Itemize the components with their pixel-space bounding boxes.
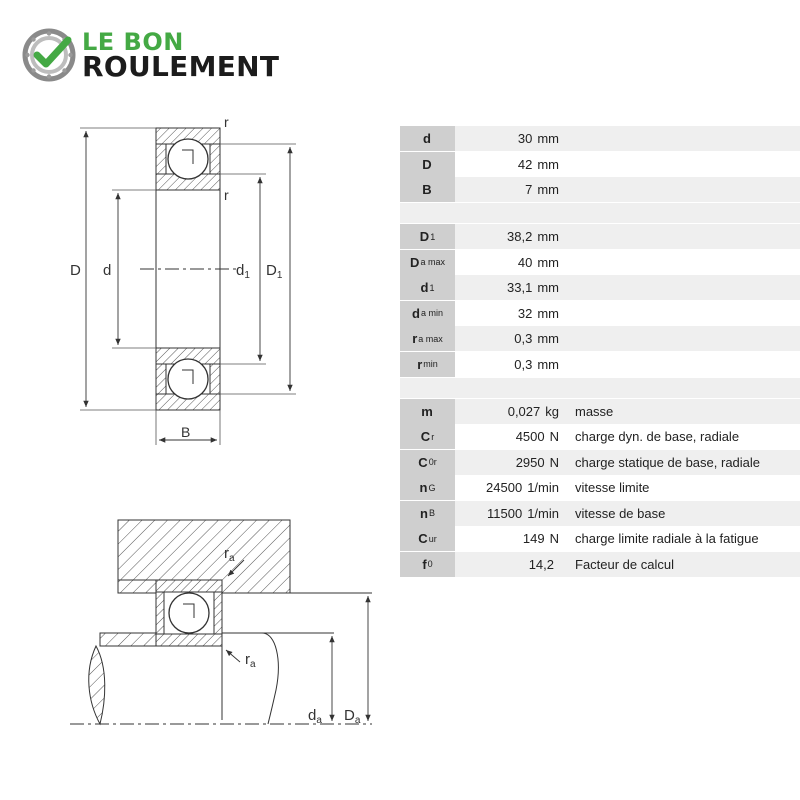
spec-value: 11500 [487,505,523,521]
spec-value-cell [455,301,565,326]
spec-symbol [400,224,455,249]
label-ra-bottom: $r_a$ [245,651,256,670]
spec-symbol [400,275,455,300]
spec-unit: 1/min [527,480,559,495]
group-separator [400,378,800,398]
label-Da: $D_a$ [344,707,361,726]
spec-symbol-sub: 0 [427,559,433,569]
spec-value-cell [455,326,565,351]
spec-row [400,152,800,177]
spec-unit: mm [537,305,559,321]
spec-symbol-main: n [420,505,428,521]
spec-symbol-sub: 1 [429,282,435,293]
spec-row [400,475,800,500]
spec-value: 40 [517,254,533,270]
group-separator [400,203,800,223]
spec-symbol-main: d [412,305,420,321]
label-d: d [103,262,112,279]
spec-symbol-sub: B [428,508,435,518]
spec-value: 38,2 [507,229,533,244]
spec-description [565,275,800,300]
spec-symbol [400,126,455,151]
spec-unit: mm [537,280,559,295]
spec-value-cell [455,552,565,577]
spec-value: 0,3 [514,356,533,372]
spec-symbol-main: C [418,531,428,546]
spec-symbol [400,450,455,475]
spec-symbol [400,526,455,551]
mounting-diagram [70,520,372,724]
spec-description: charge statique de base, radiale [565,450,800,475]
spec-symbol [400,152,455,177]
spec-unit: mm [537,331,559,346]
spec-row [400,224,800,249]
spec-symbol-sub: 0r [428,457,437,467]
spec-value-cell [455,352,565,377]
spec-value-cell [455,424,565,449]
spec-row [400,424,800,449]
spec-value: 24500 [486,480,523,495]
bearing-cross-section [140,128,236,410]
label-D: D [70,262,81,279]
spec-symbol [400,475,455,500]
spec-row [400,177,800,202]
spec-value-cell [455,275,565,300]
spec-symbol [400,424,455,449]
spec-symbol [400,352,455,377]
spec-description: charge limite radiale à la fatigue [565,526,800,551]
spec-symbol-sub: ur [428,533,437,544]
label-r-mid: r [224,187,229,203]
spec-unit: N [549,429,559,444]
spec-description [565,326,800,351]
spec-symbol-main: f [422,556,427,572]
spec-symbol-main: m [421,403,433,419]
spec-value-cell [455,526,565,551]
spec-symbol [400,326,455,351]
spec-description [565,177,800,202]
spec-value-cell [455,250,565,275]
spec-symbol-main: C [420,429,431,444]
logo-line-2: ROULEMENT [82,50,280,83]
spec-value: 14,2 [528,556,554,572]
spec-value: 149 [522,531,545,546]
spec-symbol-sub: 1 [430,231,436,242]
spec-value-cell [455,450,565,475]
spec-symbol-main: r [412,331,418,346]
spec-symbol-sub: a min [420,308,443,318]
spec-row [400,526,800,551]
spec-value: 2950 [515,454,545,470]
spec-table [400,126,800,577]
spec-row [400,275,800,300]
spec-symbol-main: D [422,156,432,172]
spec-symbol [400,301,455,326]
spec-value: 0,027 [507,403,541,419]
spec-description [565,152,800,177]
spec-value: 32 [517,305,533,321]
spec-symbol-sub: G [428,482,436,493]
logo-line-1: LE BON [82,28,184,56]
label-ra-top: $r_a$ [224,545,235,564]
spec-description: vitesse de base [565,501,800,526]
spec-value: 4500 [515,429,545,444]
spec-value: 0,3 [514,331,533,346]
spec-description [565,250,800,275]
spec-symbol-main: D [419,229,430,244]
spec-symbol-sub: r [431,431,435,442]
spec-description [565,126,800,151]
spec-symbol-sub: a max [420,257,445,267]
spec-symbol-main: d [423,131,431,146]
label-r-top: r [224,114,229,130]
spec-row [400,250,800,275]
spec-unit: mm [537,156,559,172]
spec-value-cell [455,126,565,151]
spec-description [565,352,800,377]
spec-unit: kg [545,403,559,419]
spec-row [400,450,800,475]
spec-symbol-main: r [417,356,423,372]
spec-value-cell [455,475,565,500]
spec-value-cell [455,152,565,177]
label-B: B [181,424,191,440]
spec-symbol [400,501,455,526]
spec-unit: mm [537,131,559,146]
spec-symbol-main: B [422,182,432,197]
label-d1: $d_1$ [236,262,250,281]
spec-unit: mm [537,229,559,244]
spec-value-cell [455,501,565,526]
spec-row [400,501,800,526]
spec-row [400,301,800,326]
spec-unit: mm [537,182,559,197]
spec-description [565,301,800,326]
spec-description: Facteur de calcul [565,552,800,577]
spec-symbol-sub: min [423,359,438,369]
spec-symbol [400,177,455,202]
spec-description: masse [565,399,800,424]
spec-row [400,326,800,351]
spec-unit: N [549,531,559,546]
spec-symbol-sub: a max [418,333,443,344]
label-da: $d_a$ [308,707,322,726]
spec-symbol [400,552,455,577]
spec-value: 7 [525,182,533,197]
spec-row [400,352,800,377]
spec-row [400,552,800,577]
spec-symbol-main: d [420,280,429,295]
spec-value: 30 [517,131,533,146]
spec-value-cell [455,399,565,424]
spec-unit: 1/min [527,505,559,521]
spec-symbol [400,250,455,275]
spec-description: charge dyn. de base, radiale [565,424,800,449]
spec-value: 33,1 [507,280,533,295]
spec-description [565,224,800,249]
spec-unit: N [549,454,559,470]
spec-value-cell [455,224,565,249]
spec-unit: mm [537,254,559,270]
spec-value-cell [455,177,565,202]
spec-symbol [400,399,455,424]
spec-description: vitesse limite [565,475,800,500]
spec-symbol-main: D [410,254,420,270]
spec-row [400,399,800,424]
spec-unit: mm [537,356,559,372]
spec-value: 42 [517,156,533,172]
label-D1: $D_1$ [266,262,283,281]
spec-symbol-main: C [418,454,428,470]
spec-symbol-main: n [419,480,428,495]
spec-row [400,126,800,151]
